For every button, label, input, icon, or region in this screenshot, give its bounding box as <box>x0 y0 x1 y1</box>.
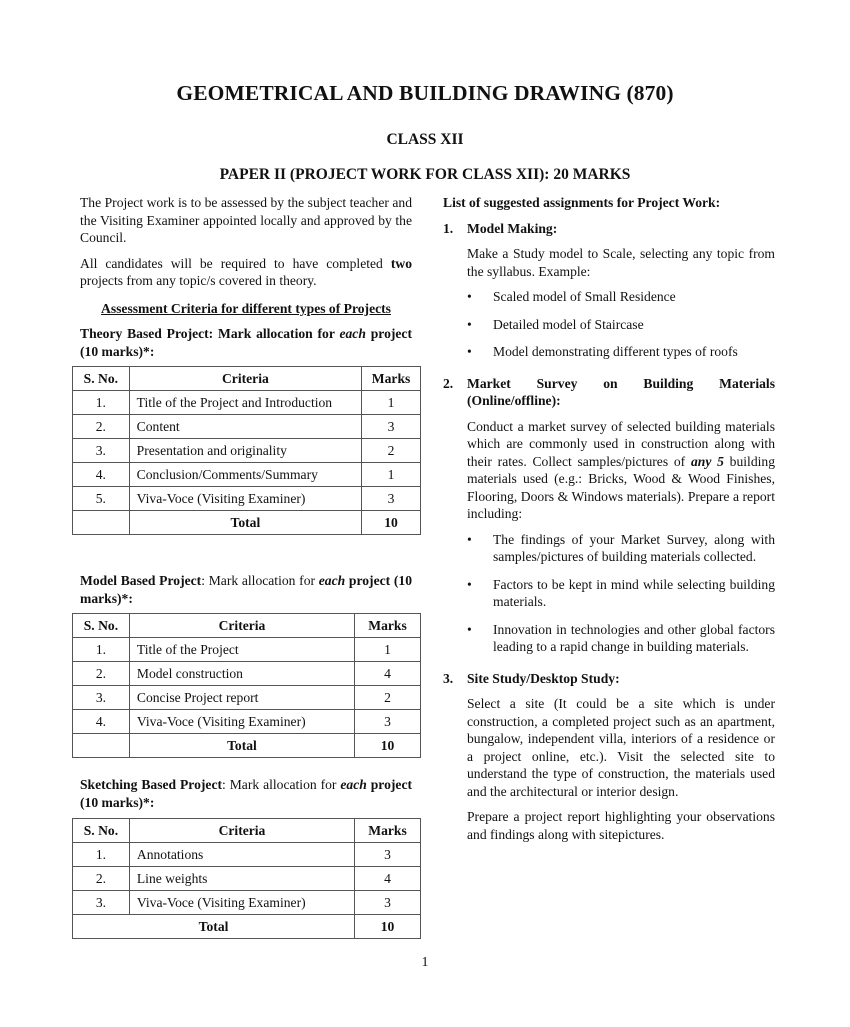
model-project-heading <box>80 572 412 607</box>
sketch-heading-end: project (10 marks)*: <box>80 777 412 810</box>
item-text-end: building materials used (e.g.: Bricks, Wood & Wood Finishes, Flooring, Doors & Windows materials). Prepare a report including: <box>467 453 775 521</box>
table-header-row <box>73 614 421 638</box>
sno-cell: 3. <box>73 439 130 463</box>
list-item <box>467 343 775 361</box>
criteria-cell: Concise Project report <box>129 686 354 710</box>
bullet-icon: • <box>467 576 472 592</box>
theory-project-heading <box>80 325 412 360</box>
sno-cell: 1. <box>73 391 130 415</box>
total-value: 10 <box>355 915 421 939</box>
model-heading-end: project (10 marks)*: <box>80 573 413 606</box>
page-number: 1 <box>421 955 429 970</box>
sno-cell: 2. <box>73 867 130 891</box>
item-number: 2. <box>443 375 454 391</box>
candidates-paragraph <box>80 255 412 290</box>
table-row <box>73 710 421 734</box>
assessment-heading: Assessment Criteria for different types of Projects <box>101 300 391 316</box>
criteria-cell: Viva-Voce (Visiting Examiner) <box>129 487 361 511</box>
sketch-project-heading <box>80 776 412 811</box>
sno-cell: 2. <box>73 662 130 686</box>
sketch-heading-each: each <box>340 777 367 792</box>
bullet-icon: • <box>467 316 472 332</box>
bullet-text: Scaled model of Small Residence <box>493 289 676 304</box>
model-heading-mid: : Mark allocation for <box>201 573 319 588</box>
marks-cell: 4 <box>355 662 421 686</box>
marks-cell: 1 <box>362 391 421 415</box>
paper-heading: PAPER II (PROJECT WORK FOR CLASS XII): 20 MARKS <box>219 166 631 183</box>
sno-cell: 1. <box>73 843 130 867</box>
sno-cell: 3. <box>73 891 130 915</box>
bullet-text: Model demonstrating different types of roofs <box>493 344 738 359</box>
item-number: 1. <box>443 220 454 236</box>
model-table <box>72 613 421 758</box>
item-title: Market Survey on Building Materials (Online/offline): <box>467 375 775 408</box>
empty-cell <box>73 734 130 758</box>
assignments-heading: List of suggested assignments for Project Work: <box>443 195 721 210</box>
list-item <box>467 576 775 611</box>
marks-cell: 2 <box>362 439 421 463</box>
sno-cell: 4. <box>73 463 130 487</box>
theory-heading-end: project (10 marks)*: <box>80 326 412 359</box>
sketch-heading-mid: : Mark allocation for <box>222 777 341 792</box>
list-item <box>467 621 775 656</box>
col-criteria: Criteria <box>129 367 361 391</box>
sketch-heading-text: Sketching Based Project <box>80 777 223 792</box>
sno-cell: 3. <box>73 686 130 710</box>
marks-cell: 2 <box>355 686 421 710</box>
criteria-cell: Presentation and originality <box>129 439 361 463</box>
theory-heading-text: Theory Based Project: Mark allocation for <box>80 326 340 341</box>
model-heading-text: Model Based Project <box>80 573 202 588</box>
marks-cell: 1 <box>355 638 421 662</box>
table-row <box>73 662 421 686</box>
col-criteria: Criteria <box>129 614 354 638</box>
col-sno: S. No. <box>73 367 130 391</box>
empty-cell <box>73 511 130 535</box>
table-row <box>73 487 421 511</box>
marks-cell: 4 <box>355 867 421 891</box>
bullet-text: Detailed model of Staircase <box>493 316 644 332</box>
col-sno: S. No. <box>73 819 130 843</box>
table-row <box>73 867 421 891</box>
col-marks: Marks <box>362 367 421 391</box>
item-text-emphasis: any 5 <box>690 453 724 469</box>
table-total-row <box>73 915 421 939</box>
table-row <box>73 415 421 439</box>
col-criteria: Criteria <box>129 819 354 843</box>
table-row <box>73 439 421 463</box>
class-heading: CLASS XII <box>386 131 464 148</box>
table-row <box>73 891 421 915</box>
candidates-emphasis: two <box>390 255 412 271</box>
bullet-text: Innovation in technologies and other global factors leading to a rapid change in building materials. <box>493 621 775 654</box>
item-text: Prepare a project report highlighting your observations and findings along with sitepictures. <box>467 809 775 842</box>
list-item <box>467 316 775 334</box>
sketch-table <box>72 818 421 939</box>
sno-cell: 4. <box>73 710 130 734</box>
criteria-cell: Viva-Voce (Visiting Examiner) <box>129 891 354 915</box>
total-value: 10 <box>355 734 421 758</box>
item-text: Select a site (It could be a site which is under construction, a completed project such as an apartment, bungalow, independent villa, interiors of a residence or a project online, etc.). Visit the selected site to understand the type of construction, the materials used and the architectural or interior design. <box>467 696 775 799</box>
table-row <box>73 638 421 662</box>
total-label: Total <box>73 915 355 939</box>
assignment-site-study <box>443 670 775 844</box>
table-header-row <box>73 367 421 391</box>
marks-cell: 3 <box>362 487 421 511</box>
col-marks: Marks <box>355 819 421 843</box>
bullet-icon: • <box>467 621 472 637</box>
col-sno: S. No. <box>73 614 130 638</box>
bullet-icon: • <box>467 344 472 359</box>
page-title: GEOMETRICAL AND BUILDING DRAWING (870) <box>176 81 674 105</box>
marks-cell: 1 <box>362 463 421 487</box>
bullet-icon: • <box>467 531 472 547</box>
criteria-cell: Conclusion/Comments/Summary <box>129 463 361 487</box>
criteria-cell: Title of the Project and Introduction <box>129 391 361 415</box>
bullet-text: Factors to be kept in mind while selecting building materials. <box>493 576 775 609</box>
table-row <box>73 391 421 415</box>
market-survey-bullets <box>467 531 775 656</box>
theory-table <box>72 366 421 535</box>
right-column <box>443 194 775 851</box>
assignment-market-survey <box>443 375 775 523</box>
bullet-text: The findings of your Market Survey, along with samples/pictures of building materials collected. <box>493 531 775 564</box>
criteria-cell: Content <box>129 415 361 439</box>
candidates-text: All candidates will be required to have completed <box>80 255 391 271</box>
assignment-model-making <box>443 220 775 281</box>
table-total-row <box>73 734 421 758</box>
total-label: Total <box>129 734 354 758</box>
model-heading-each: each <box>318 573 346 588</box>
item-text-part: Conduct a market survey of selected building materials which are commonly used in construction along with their rates. Collect samples/pictures of <box>467 418 775 469</box>
criteria-cell: Title of the Project <box>129 638 354 662</box>
theory-heading-each: each <box>339 326 366 341</box>
table-header-row <box>73 819 421 843</box>
criteria-cell: Model construction <box>129 662 354 686</box>
intro-paragraph: The Project work is to be assessed by the subject teacher and the Visiting Examiner appointed locally and approved by the Council. <box>80 195 412 245</box>
criteria-cell: Annotations <box>129 843 354 867</box>
sno-cell: 1. <box>73 638 130 662</box>
item-title: Model Making: <box>467 220 558 236</box>
total-value: 10 <box>362 511 421 535</box>
table-total-row <box>73 511 421 535</box>
sno-cell: 5. <box>73 487 130 511</box>
total-label: Total <box>129 511 361 535</box>
left-column <box>80 194 412 368</box>
bullet-icon: • <box>467 289 472 304</box>
marks-cell: 3 <box>355 891 421 915</box>
marks-cell: 3 <box>362 415 421 439</box>
item-title: Site Study/Desktop Study: <box>467 670 620 686</box>
item-text: Make a Study model to Scale, selecting any topic from the syllabus. Example: <box>467 246 775 279</box>
candidates-text-end: projects from any topic/s covered in theory. <box>80 273 317 288</box>
table-row <box>73 463 421 487</box>
col-marks: Marks <box>355 614 421 638</box>
list-item <box>467 288 775 306</box>
marks-cell: 3 <box>355 843 421 867</box>
table-row <box>73 843 421 867</box>
criteria-cell: Line weights <box>129 867 354 891</box>
item-text <box>467 418 775 523</box>
criteria-cell: Viva-Voce (Visiting Examiner) <box>129 710 354 734</box>
marks-cell: 3 <box>355 710 421 734</box>
list-item <box>467 531 775 566</box>
item-number: 3. <box>443 670 454 686</box>
sno-cell: 2. <box>73 415 130 439</box>
table-row <box>73 686 421 710</box>
model-making-bullets <box>467 288 775 361</box>
